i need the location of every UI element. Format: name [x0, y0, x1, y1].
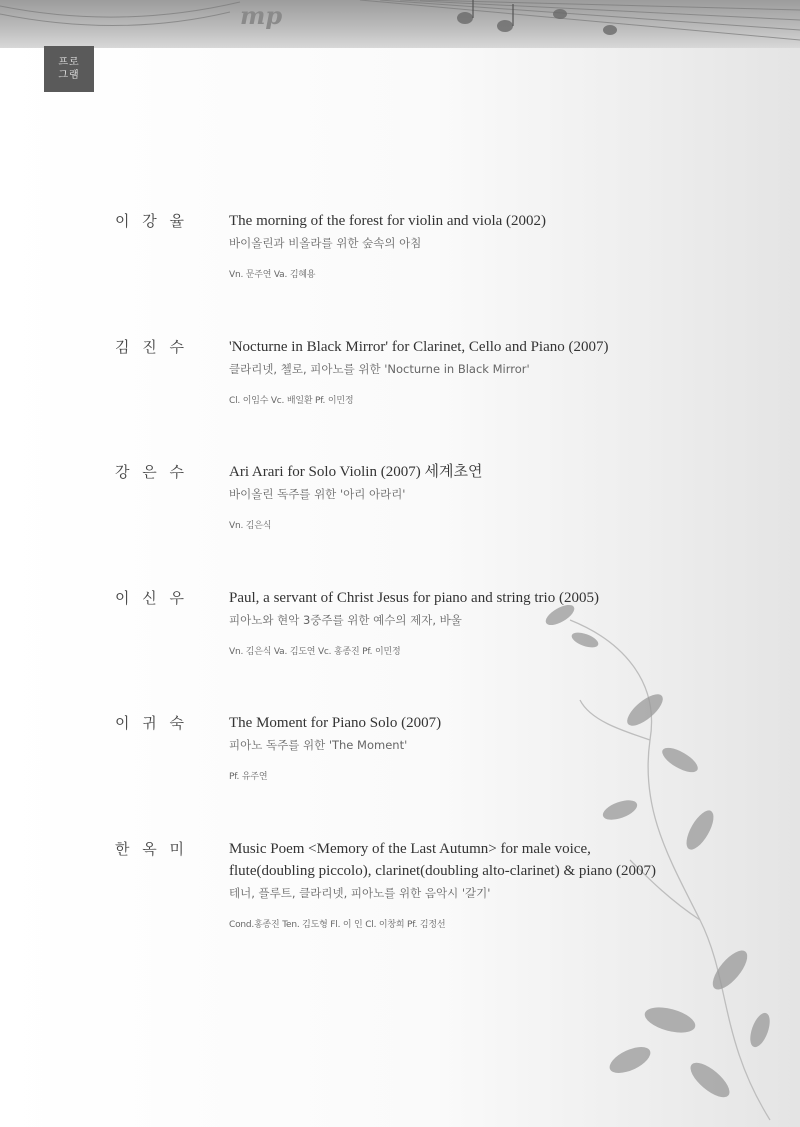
- composer-name: 김 진 수: [115, 338, 189, 356]
- korean-title: 피아노와 현악 3중주를 위한 예수의 제자, 바울: [229, 613, 462, 627]
- program-tab: [44, 46, 94, 92]
- composer-name: 이 신 우: [115, 589, 189, 607]
- work-details: [229, 587, 699, 657]
- work-title: Ari Arari for Solo Violin (2007) 세계초연: [229, 464, 483, 480]
- music-staff-decoration: [0, 0, 800, 48]
- composer-name: 한 옥 미: [115, 840, 189, 858]
- composer-name: 이 귀 숙: [115, 714, 189, 732]
- work-details: [229, 210, 699, 280]
- work-title: The Moment for Piano Solo (2007): [229, 715, 442, 731]
- work-title: 'Nocturne in Black Mirror' for Clarinet, Cello and Piano (2007): [229, 339, 609, 355]
- performers: Vn. 김은식: [229, 521, 272, 531]
- work-details: [229, 712, 699, 782]
- work-title: Music Poem <Memory of the Last Autumn> for male voice,: [229, 841, 591, 857]
- korean-title: 피아노 독주를 위한 'The Moment': [229, 738, 408, 752]
- performers: Cond.홍종진 Ten. 김도형 Fl. 이 인 Cl. 이창희 Pf. 김정선: [229, 920, 446, 930]
- work-details: [229, 838, 699, 930]
- work-details: [229, 461, 699, 531]
- tab-label-line2: 그램: [58, 70, 80, 81]
- korean-title: 바이올린 독주를 위한 '아리 아라리': [229, 487, 406, 501]
- dynamic-mark: mp: [240, 1, 283, 30]
- korean-title: 클라리넷, 첼로, 피아노를 위한 'Nocturne in Black Mirror': [229, 362, 530, 376]
- composer-name: 이 강 율: [115, 212, 189, 230]
- work-details: [229, 336, 699, 406]
- composer-name: 강 은 수: [115, 463, 189, 481]
- work-title: The morning of the forest for violin and viola (2002): [229, 213, 547, 229]
- korean-title: 테너, 플루트, 클라리넷, 피아노를 위한 음악시 '갈기': [229, 886, 491, 900]
- decorative-header-band: [0, 0, 800, 48]
- performers: Cl. 이임수 Vc. 배일환 Pf. 이민정: [229, 396, 354, 406]
- work-title: flute(doubling piccolo), clarinet(doubling alto-clarinet) & piano (2007): [229, 863, 656, 879]
- performers: Vn. 김은식 Va. 김도연 Vc. 홍종진 Pf. 이민정: [229, 647, 401, 657]
- work-title: Paul, a servant of Christ Jesus for piano and string trio (2005): [229, 590, 599, 606]
- performers: Pf. 유주연: [229, 772, 268, 782]
- tab-label-line1: 프로: [58, 57, 80, 68]
- korean-title: 바이올린과 비올라를 위한 숲속의 아침: [229, 236, 422, 250]
- performers: Vn. 문주연 Va. 김혜용: [229, 270, 316, 280]
